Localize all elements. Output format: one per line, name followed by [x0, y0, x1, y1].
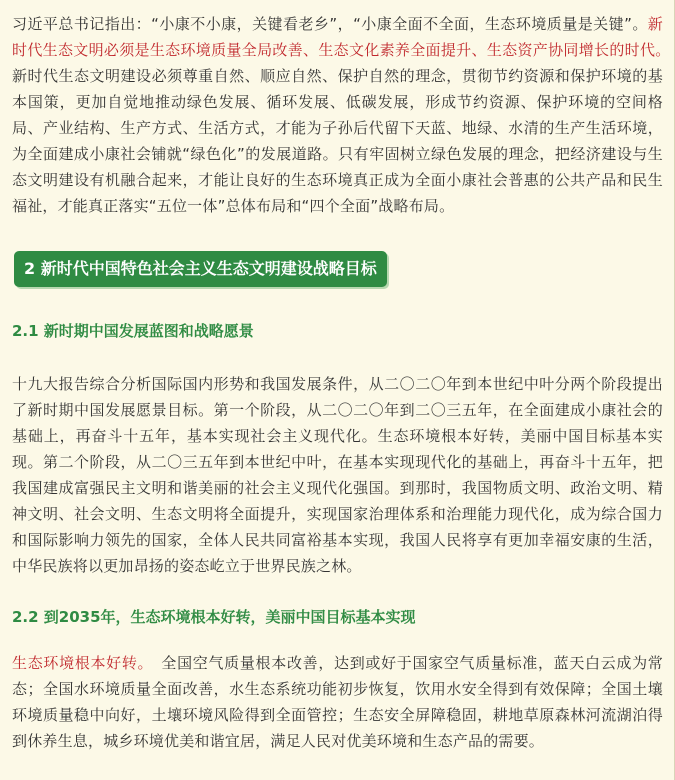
- section-2-2-paragraph: [12, 650, 663, 754]
- intro-highlight: 新时代生态文明必须是生态环境质量全局改善、生态文化素养全面提升、生态资产协同增长的时代。: [12, 15, 663, 59]
- section-2-2-body: 全国空气质量根本改善，达到或好于国家空气质量标准，蓝天白云成为常态；全国水环境质量全面改善，水生态系统功能初步恢复，饮用水安全得到有效保障；全国土壤环境质量稳中向好，土壤环境风险得到全面管控；生态安全屏障稳固，耕地草原森林河流湖泊得到休养生息，城乡环境优美和谐宜居，满足人民对优美环境和生态产品的需要。: [12, 654, 664, 750]
- section-2-2-heading: 2.2 到2035年，生态环境根本好转，美丽中国目标基本实现: [12, 608, 416, 626]
- section-2-1-paragraph: 十九大报告综合分析国际国内形势和我国发展条件，从二〇二〇年到本世纪中叶分两个阶段提出了新时期中国发展愿景目标。第一个阶段，从二〇二〇年到二〇三五年，在全面建成小康社会的基础上，再奋斗十五年，基本实现社会主义现代化。生态环境根本好转，美丽中国目标基本实现。第二个阶段，从二〇三五年到本世纪中叶，在基本实现现代化的基础上，再奋斗十五年，把我国建成富强民主文明和谐美丽的社会主义现代化强国。到那时，我国物质文明、政治文明、精神文明、社会文明、生态文明将全面提升，实现国家治理体系和治理能力现代化，成为综合国力和国际影响力领先的国家，全体人民共同富裕基本实现，我国人民将享有更加幸福安康的生活，中华民族将以更加昂扬的姿态屹立于世界民族之林。: [12, 375, 663, 575]
- section-2-1-heading: 2.1 新时期中国发展蓝图和战略愿景: [12, 322, 254, 340]
- section-2-heading: 2 新时代中国特色社会主义生态文明建设战略目标: [14, 251, 387, 287]
- intro-paragraph: [12, 0, 663, 219]
- intro-body: 新时代生态文明建设必须尊重自然、顺应自然、保护自然的理念，贯彻节约资源和保护环境的基本国策，更加自觉地推动绿色发展、循环发展、低碳发展，形成节约资源、保护环境的空间格局、产业结构、生产方式、生活方式，才能为子孙后代留下天蓝、地绿、水清的生产生活环境，为全面建成小康社会铺就“绿色化”的发展道路。只有牢固树立绿色发展的理念，把经济建设与生态文明建设有机融合起来，才能让良好的生态环境真正成为全面小康社会普惠的公共产品和民生福祉，才能真正落实“五位一体”总体布局和“四个全面”战略布局。: [12, 67, 663, 215]
- intro-quote: 习近平总书记指出：“小康不小康，关键看老乡”，“小康全面不全面，生态环境质量是关键”。: [12, 15, 648, 33]
- section-2-2-highlight: 生态环境根本好转。: [12, 654, 146, 672]
